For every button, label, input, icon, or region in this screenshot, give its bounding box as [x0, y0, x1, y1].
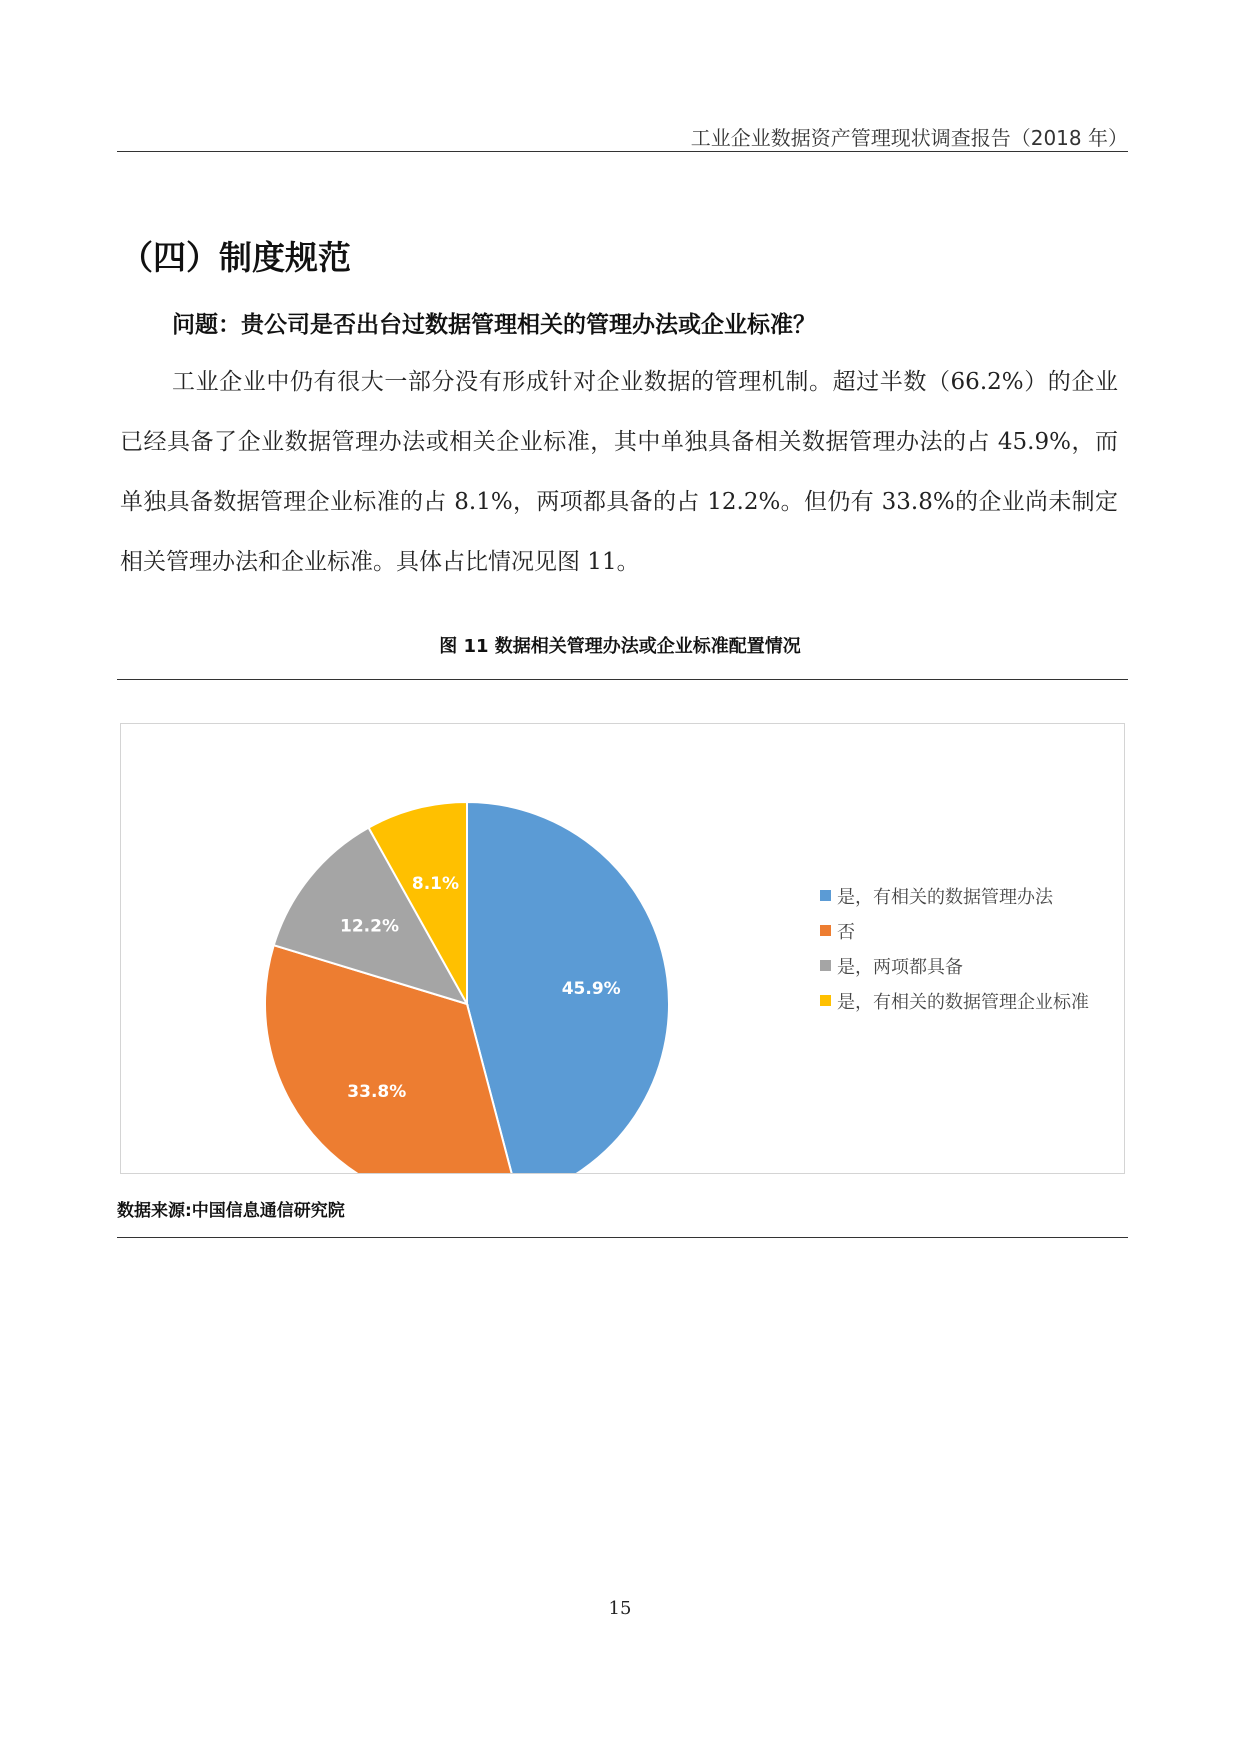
legend-label: 是，有相关的数据管理办法 [837, 886, 1053, 908]
chart-legend [820, 878, 1089, 1018]
header-rule [117, 151, 1128, 152]
pie-slice-label-4: 8.1% [411, 873, 460, 894]
legend-item-1 [820, 878, 1089, 913]
legend-swatch [820, 995, 831, 1006]
legend-label: 是，两项都具备 [837, 956, 963, 978]
header-title: 工业企业数据资产管理现状调查报告（2018 年） [690, 126, 1128, 150]
section-heading: （四）制度规范 [120, 238, 351, 277]
pie-slice-label-1: 45.9% [561, 978, 621, 999]
legend-swatch [820, 925, 831, 936]
question-text: 问题：贵公司是否出台过数据管理相关的管理办法或企业标准？ [172, 312, 816, 338]
figure-bottom-rule [117, 1237, 1128, 1238]
pie-slice-label-3: 12.2% [340, 916, 399, 937]
figure-top-rule [117, 679, 1128, 680]
data-source: 数据来源:中国信息通信研究院 [117, 1201, 345, 1221]
legend-item-4 [820, 983, 1089, 1018]
legend-swatch [820, 890, 831, 901]
figure-caption: 图 11 数据相关管理办法或企业标准配置情况 [439, 636, 801, 657]
page-number: 15 [608, 1598, 632, 1619]
pie-slice-label-2: 33.8% [347, 1081, 407, 1102]
legend-item-3 [820, 948, 1089, 983]
legend-label: 是，有相关的数据管理企业标准 [837, 991, 1089, 1013]
legend-item-2 [820, 913, 1089, 948]
legend-swatch [820, 960, 831, 971]
legend-label: 否 [837, 921, 855, 943]
body-paragraph: 工业企业中仍有很大一部分没有形成针对企业数据的管理机制。超过半数（66.2%）的企业已经具备了企业数据管理办法或相关企业标准，其中单独具备相关数据管理办法的占 45.9%，而单独具备数据管理企业标准的占 8.1%，两项都具备的占 12.2%。但仍有 33.8%的企业尚未制定相关管理办法和企业标准。具体占比情况见图 11。 [120, 369, 1118, 575]
